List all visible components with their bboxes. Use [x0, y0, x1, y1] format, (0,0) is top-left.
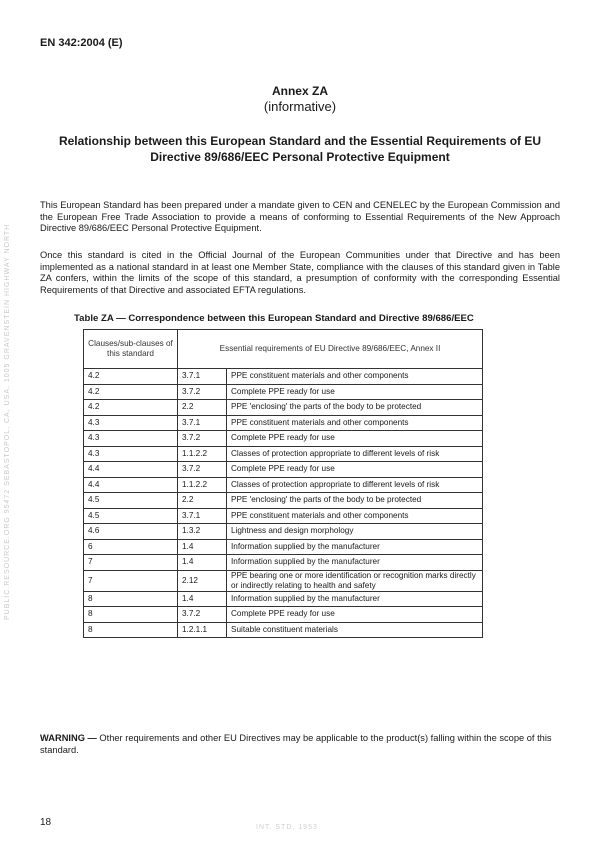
clause-cell: 4.4	[84, 462, 178, 478]
clause-cell: 8	[84, 607, 178, 623]
table-row	[84, 524, 483, 540]
table-row	[84, 539, 483, 555]
header-clauses: Clauses/sub-clauses of this standard	[84, 330, 178, 369]
conformity-paragraph: Once this standard is cited in the Official Journal of the European Communities under that Directive and has been implemented as a national standard in at least one Member State, compliance with the clauses of this standard given in Table ZA confers, within the limits of the scope of this standard, a presumption of conformity with the corresponding Essential Requirements of that Directive and associated EFTA regulations.	[40, 250, 560, 295]
requirement-cell: 1.1.2.2	[178, 477, 227, 493]
description-cell: Information supplied by the manufacturer	[227, 555, 483, 571]
requirement-cell: 1.4	[178, 591, 227, 607]
description-cell: Complete PPE ready for use	[227, 384, 483, 400]
clause-cell: 4.2	[84, 384, 178, 400]
clause-cell: 8	[84, 591, 178, 607]
table-row	[84, 431, 483, 447]
requirement-cell: 2.2	[178, 400, 227, 416]
description-cell: PPE constituent materials and other components	[227, 369, 483, 385]
requirement-cell: 2.2	[178, 493, 227, 509]
annex-title: Annex ZA	[271, 84, 328, 98]
requirement-cell: 3.7.2	[178, 384, 227, 400]
requirement-cell: 3.7.1	[178, 415, 227, 431]
description-cell: Lightness and design morphology	[227, 524, 483, 540]
requirement-cell: 1.2.1.1	[178, 622, 227, 638]
description-cell: Complete PPE ready for use	[227, 607, 483, 623]
table-body	[84, 369, 483, 638]
table-row	[84, 607, 483, 623]
table-caption: Table ZA — Correspondence between this European Standard and Directive 89/686/EEC	[74, 313, 474, 324]
requirement-cell: 1.3.2	[178, 524, 227, 540]
table-row	[84, 477, 483, 493]
requirement-cell: 3.7.2	[178, 462, 227, 478]
footer-stamp: INT. STD. 1953	[256, 824, 318, 831]
requirement-cell: 1.4	[178, 539, 227, 555]
table-row	[84, 622, 483, 638]
warning-label: WARNING —	[40, 733, 97, 743]
table-row	[84, 415, 483, 431]
requirement-cell: 2.12	[178, 570, 227, 591]
document-id: EN 342:2004 (E)	[40, 37, 123, 49]
correspondence-table	[83, 329, 483, 638]
annex-subtitle: (informative)	[263, 99, 337, 114]
section-heading: Relationship between this European Standard and the Essential Requirements of EU Directive 89/686/EEC Personal Protective Equipment	[58, 134, 542, 164]
clause-cell: 4.3	[84, 415, 178, 431]
warning-text: Other requirements and other EU Directives may be applicable to the product(s) falling within the scope of this standard.	[40, 733, 552, 755]
clause-cell: 4.3	[84, 446, 178, 462]
requirement-cell: 3.7.1	[178, 369, 227, 385]
side-watermark: PUBLIC.RESOURCE.ORG 95472 SEBASTOPOL, CA, USA, 1005 GRAVENSTEIN HIGHWAY NORTH	[4, 223, 11, 620]
table-row	[84, 462, 483, 478]
description-cell: PPE bearing one or more identification or recognition marks directly or indirectly relating to health and safety	[227, 570, 483, 591]
description-cell: Information supplied by the manufacturer	[227, 591, 483, 607]
table-row	[84, 384, 483, 400]
description-cell: Suitable constituent materials	[227, 622, 483, 638]
clause-cell: 4.5	[84, 493, 178, 509]
table-row	[84, 555, 483, 571]
description-cell: PPE 'enclosing' the parts of the body to be protected	[227, 400, 483, 416]
requirement-cell: 3.7.2	[178, 431, 227, 447]
clause-cell: 7	[84, 555, 178, 571]
warning-note	[40, 733, 560, 756]
description-cell: Complete PPE ready for use	[227, 462, 483, 478]
table-row	[84, 508, 483, 524]
table-row	[84, 369, 483, 385]
page-number: 18	[40, 817, 52, 828]
requirement-cell: 3.7.1	[178, 508, 227, 524]
clause-cell: 7	[84, 570, 178, 591]
clause-cell: 4.6	[84, 524, 178, 540]
description-cell: PPE 'enclosing' the parts of the body to be protected	[227, 493, 483, 509]
requirement-cell: 1.4	[178, 555, 227, 571]
clause-cell: 8	[84, 622, 178, 638]
description-cell: Complete PPE ready for use	[227, 431, 483, 447]
table-row	[84, 591, 483, 607]
requirement-cell: 1.1.2.2	[178, 446, 227, 462]
clause-cell: 4.3	[84, 431, 178, 447]
clause-cell: 4.2	[84, 400, 178, 416]
description-cell: Classes of protection appropriate to different levels of risk	[227, 477, 483, 493]
table-row	[84, 493, 483, 509]
requirement-cell: 3.7.2	[178, 607, 227, 623]
clause-cell: 4.2	[84, 369, 178, 385]
description-cell: Information supplied by the manufacturer	[227, 539, 483, 555]
clause-cell: 6	[84, 539, 178, 555]
intro-paragraph: This European Standard has been prepared under a mandate given to CEN and CENELEC by the European Commission and the European Free Trade Association to provide a means of conforming to Essential Requirements of the New Approach Directive 89/686/EEC Personal Protective Equipment.	[40, 200, 560, 234]
clause-cell: 4.5	[84, 508, 178, 524]
description-cell: Classes of protection appropriate to different levels of risk	[227, 446, 483, 462]
table-row	[84, 446, 483, 462]
table-row	[84, 400, 483, 416]
table-row	[84, 570, 483, 591]
description-cell: PPE constituent materials and other components	[227, 508, 483, 524]
table-header-row	[84, 330, 483, 369]
clause-cell: 4.4	[84, 477, 178, 493]
description-cell: PPE constituent materials and other components	[227, 415, 483, 431]
header-requirements: Essential requirements of EU Directive 89/686/EEC, Annex II	[178, 330, 483, 369]
